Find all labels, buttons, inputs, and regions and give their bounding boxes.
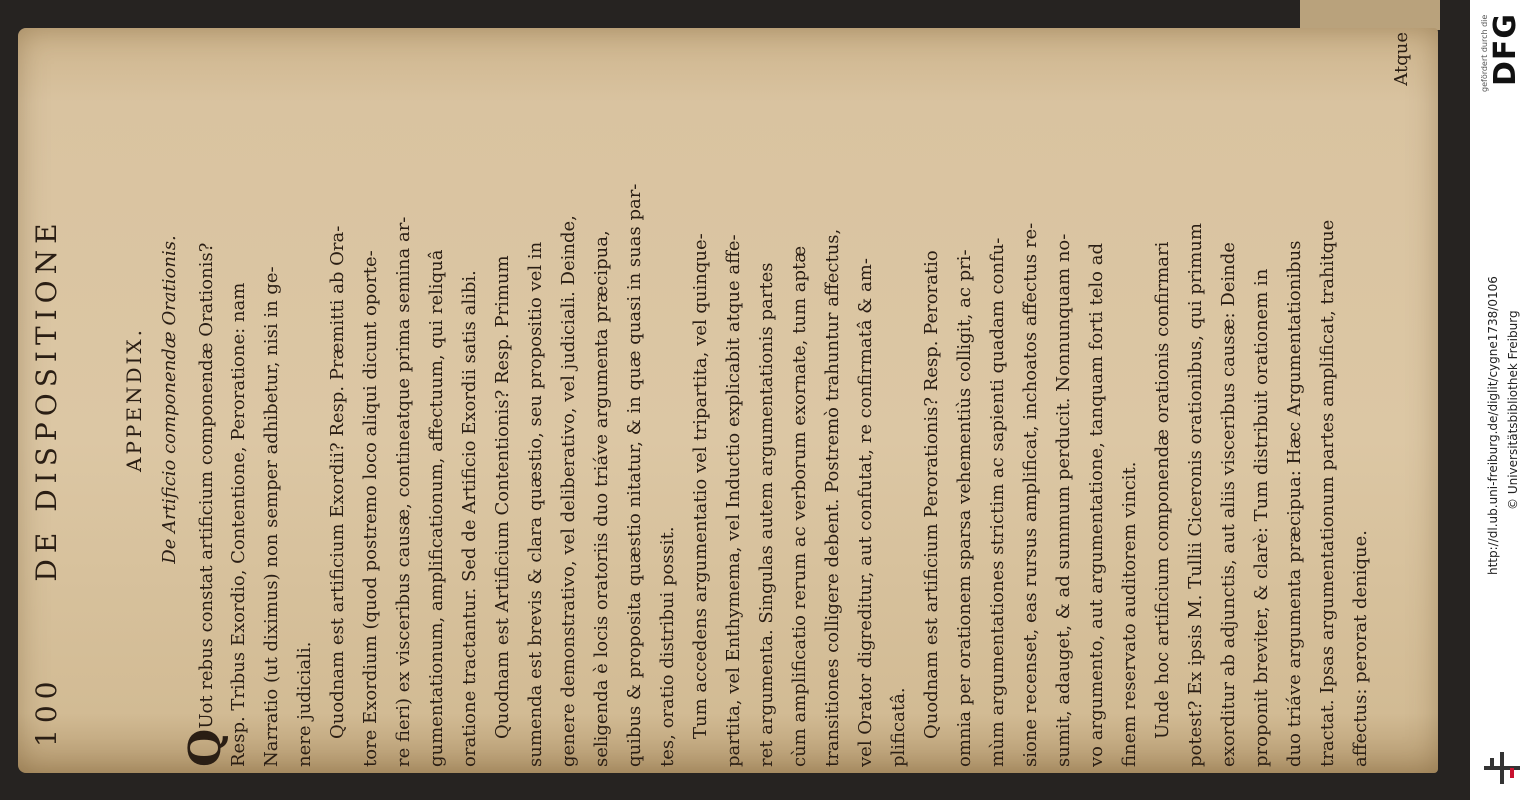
text-line: sione recenset, eas rursus amplificat, inchoatos affectus re-	[1020, 222, 1041, 767]
running-head	[30, 32, 64, 767]
text-line: Quodnam est Artificium Contentionis? Resp. Primum	[492, 255, 513, 739]
text-line: omnia per orationem sparsa vehementiùs colligit, ac pri-	[954, 249, 975, 767]
section-title: APPENDIX.	[122, 327, 146, 472]
text-line: plificatâ.	[888, 687, 909, 767]
text-line: potest? Ex ipsis M. Tullii Ciceronis orationibus, qui primum	[1185, 223, 1206, 767]
text-line: tes, oratio distribui possit.	[657, 526, 678, 767]
catchword: Atque	[1391, 32, 1412, 86]
text-line: sumenda est brevis & clara quæstio, seu propositio vel in	[525, 241, 546, 767]
text-line: seligenda è locis oratoriis duo triáve argumenta præcipua,	[591, 230, 612, 767]
text-line: proponit breviter, & clarè: Tum distribuit orationem in	[1251, 268, 1272, 767]
text-line: nere judiciali.	[294, 641, 315, 767]
text-line: duo triáve argumenta præcipua: Hæc Argumentationibus	[1284, 240, 1305, 767]
text-line: tractat. Ipsas argumentationum partes amplificat, trahitque	[1317, 219, 1338, 767]
text-line: quibus & proposita quæstio nitatur, & in quæ quasi in suas par-	[624, 183, 645, 767]
text-line: cùm amplificatio rerum ac verborum exornate, tum aptæ	[789, 245, 810, 767]
dfg-logo[interactable]	[1490, 6, 1522, 92]
text-line: gumentationum, amplificationum, affectuum, qui reliquâ	[426, 249, 447, 767]
text-line: finem reservato auditorem vincit.	[1119, 461, 1140, 767]
text-line: Tum accedens argumentatio vel tripartita, vel quinque-	[690, 233, 711, 739]
section-subtitle: De Artificio componendæ Orationis.	[159, 235, 180, 564]
running-head-text: DE DISPOSITIONE	[30, 217, 63, 582]
dfg-logo-text: DFG	[1488, 12, 1524, 86]
text-line: vo argumento, aut argumentatione, tanquam forti telo ad	[1086, 243, 1107, 767]
copyright-notice: © Universitätsbibliothek Freiburg	[1506, 310, 1520, 510]
text-line: affectus: perorat denique.	[1350, 529, 1371, 767]
page-content	[26, 32, 1431, 767]
text-line: tore Exordium (quod postremo loco aliqui dicunt oporte-	[360, 250, 381, 767]
text-line: Quodnam est artificium Exordii? Resp. Præmitti ab Ora-	[327, 225, 348, 739]
drop-cap: Q	[180, 728, 231, 767]
text-line: sumit, adauget, & ad summum perducit. Nonnunquam no-	[1053, 233, 1074, 767]
ub-freiburg-logo-icon[interactable]	[1480, 748, 1524, 788]
text-line: Narratio (ut diximus) non semper adhibetur, nisi in ge-	[261, 266, 282, 767]
funding-note: gefördert durch die	[1480, 14, 1489, 92]
text-line: vel Orator digreditur, aut confutat, re confirmatâ & am-	[855, 258, 876, 767]
text-line: transitiones colligere debent. Postremò trahuntur affectus,	[822, 228, 843, 767]
text-line: Quodnam est artificium Perorationis? Resp. Peroratio	[921, 250, 942, 739]
text-line: exorditur ab adjunctis, aut aliis visceribus causæ: Deinde	[1218, 242, 1239, 767]
text-line: Resp. Tribus Exordio, Contentione, Peroratione: nam	[228, 282, 249, 767]
previous-page-edge	[1300, 0, 1440, 30]
text-line: Unde hoc artificium componendæ orationis confirmari	[1152, 241, 1173, 739]
text-line: genere demonstrativo, vel deliberativo, vel judiciali. Deinde,	[558, 215, 579, 767]
text-line: mùm argumentationes strictim ac sapienti quadam confu-	[987, 237, 1008, 767]
text-line: ret argumenta. Singulas autem argumentationis partes	[756, 262, 777, 767]
text-line: re fieri) ex visceribus causæ, contineatque prima semina ar-	[393, 216, 414, 767]
permalink-url[interactable]: http://dl.ub.uni-freiburg.de/diglit/cygne1738/0106	[1486, 276, 1500, 575]
page-number: 100	[30, 675, 63, 747]
page-text-rotated	[26, 32, 1431, 767]
text-line: oratione tractantur. Sed de Artificio Exordii satis alibi.	[459, 270, 480, 767]
text-line: partita, vel Enthymema, vel Inductio explicabit atque affe-	[723, 234, 744, 767]
text-line: QUot rebus constat artificium componendæ Orationis?	[180, 242, 231, 767]
